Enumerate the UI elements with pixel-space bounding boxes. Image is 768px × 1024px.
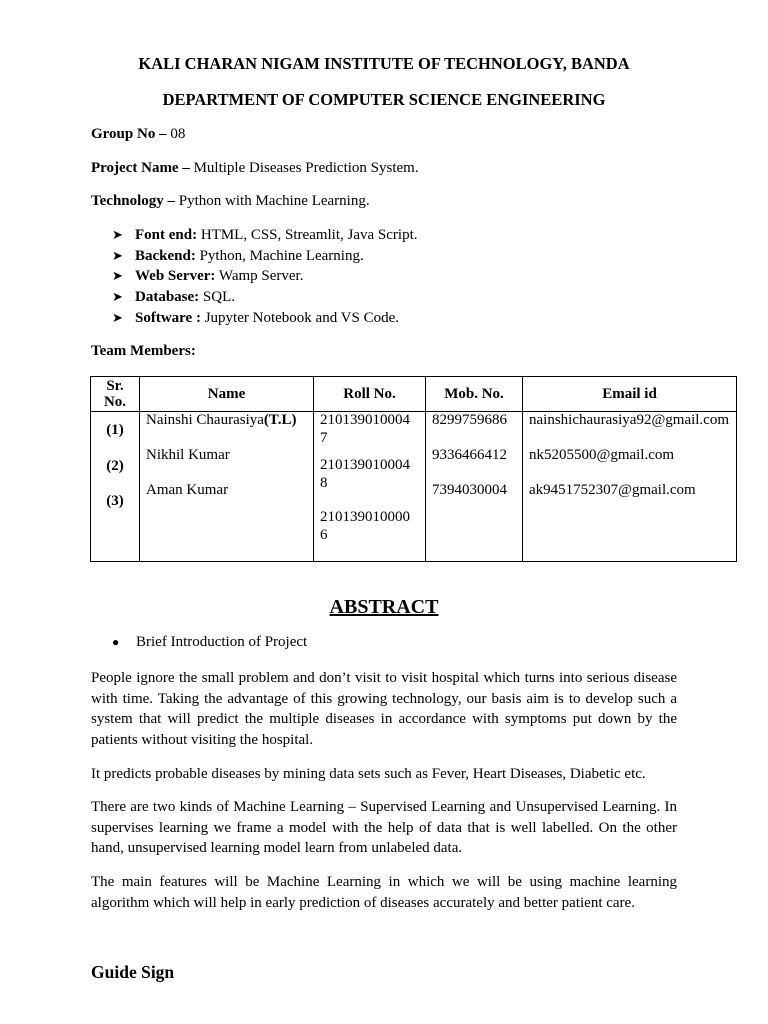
technology-line — [91, 193, 370, 210]
abstract-paragraph-4: The main features will be Machine Learning in which we will be using machine learning algorithm which will help in early prediction of diseases accurately and better patient care. — [91, 874, 677, 911]
team-table — [90, 376, 737, 562]
arrow-right-icon: ➤ — [112, 227, 123, 242]
sr-cell: (1) (2) (3) — [91, 412, 140, 562]
arrow-right-icon: ➤ — [112, 268, 123, 284]
group-line — [91, 126, 185, 143]
project-line — [91, 160, 419, 177]
header-sr: Sr. No. — [91, 377, 140, 412]
arrow-right-icon: ➤ — [112, 309, 123, 325]
group-value: 08 — [170, 126, 186, 142]
header-roll: Roll No. — [314, 377, 426, 412]
arrow-right-icon: ➤ — [112, 247, 123, 263]
email-cell: nainshichaurasiya92@gmail.com nk5205500@gmail.com ak9451752307@gmail.com — [523, 412, 737, 562]
abstract-paragraph-1: People ignore the small problem and don’t visit to visit hospital which turns into serious disease with time. Taking the advantage of this growing technology, our basis aim is to develop such a system that will predict the multiple diseases in accordance with symptoms put down by the patients without visiting the hospital. — [91, 670, 677, 748]
header-name: Name — [140, 377, 314, 412]
table-row — [91, 412, 737, 562]
list-item: ➤ Software : Jupyter Notebook and VS Code. — [112, 308, 418, 329]
tech-stack-list — [112, 225, 418, 328]
technology-value: Python with Machine Learning. — [178, 193, 370, 209]
header-mob: Mob. No. — [426, 377, 523, 412]
abstract-paragraph-3: There are two kinds of Machine Learning – Supervised Learning and Unsupervised Learning. In supervises learning we frame a model with the help of data that is well labelled. On the other hand, unsupervised learning model learn from unlabeled data. — [91, 799, 677, 856]
dot-icon: ● — [112, 635, 120, 649]
table-header-row — [91, 377, 737, 412]
header-email: Email id — [523, 377, 737, 412]
name-cell: Nainshi Chaurasiya(T.L) Nikhil Kumar Aman Kumar — [140, 412, 314, 562]
abstract-title: ABSTRACT — [329, 596, 439, 618]
list-item: ➤ Database: SQL. — [112, 287, 418, 308]
technology-label: Technology – — [91, 193, 176, 209]
list-item: ➤ Web Server: Wamp Server. — [112, 266, 418, 287]
list-item: ➤ Backend: Python, Machine Learning. — [112, 246, 418, 267]
project-value: Multiple Diseases Prediction System. — [193, 160, 419, 176]
department-title: DEPARTMENT OF COMPUTER SCIENCE ENGINEERING — [162, 90, 606, 109]
arrow-right-icon: ➤ — [112, 289, 123, 305]
team-heading: Team Members: — [91, 343, 196, 359]
mob-cell: 8299759686 9336466412 7394030004 — [426, 412, 523, 562]
institute-title: KALI CHARAN NIGAM INSTITUTE OF TECHNOLOGY, BANDA — [138, 54, 630, 73]
list-item: ➤ Font end: HTML, CSS, Streamlit, Java Script. — [112, 225, 418, 246]
project-label: Project Name – — [91, 160, 190, 176]
abstract-paragraph-2: It predicts probable diseases by mining data sets such as Fever, Heart Diseases, Diabetic etc. — [91, 766, 646, 782]
guide-sign: Guide Sign — [91, 962, 175, 982]
group-label: Group No – — [91, 126, 167, 142]
intro-bullet: ● Brief Introduction of Project — [112, 634, 308, 650]
roll-cell: 210139010004 7 210139010004 8 210139010000 6 — [314, 412, 426, 562]
